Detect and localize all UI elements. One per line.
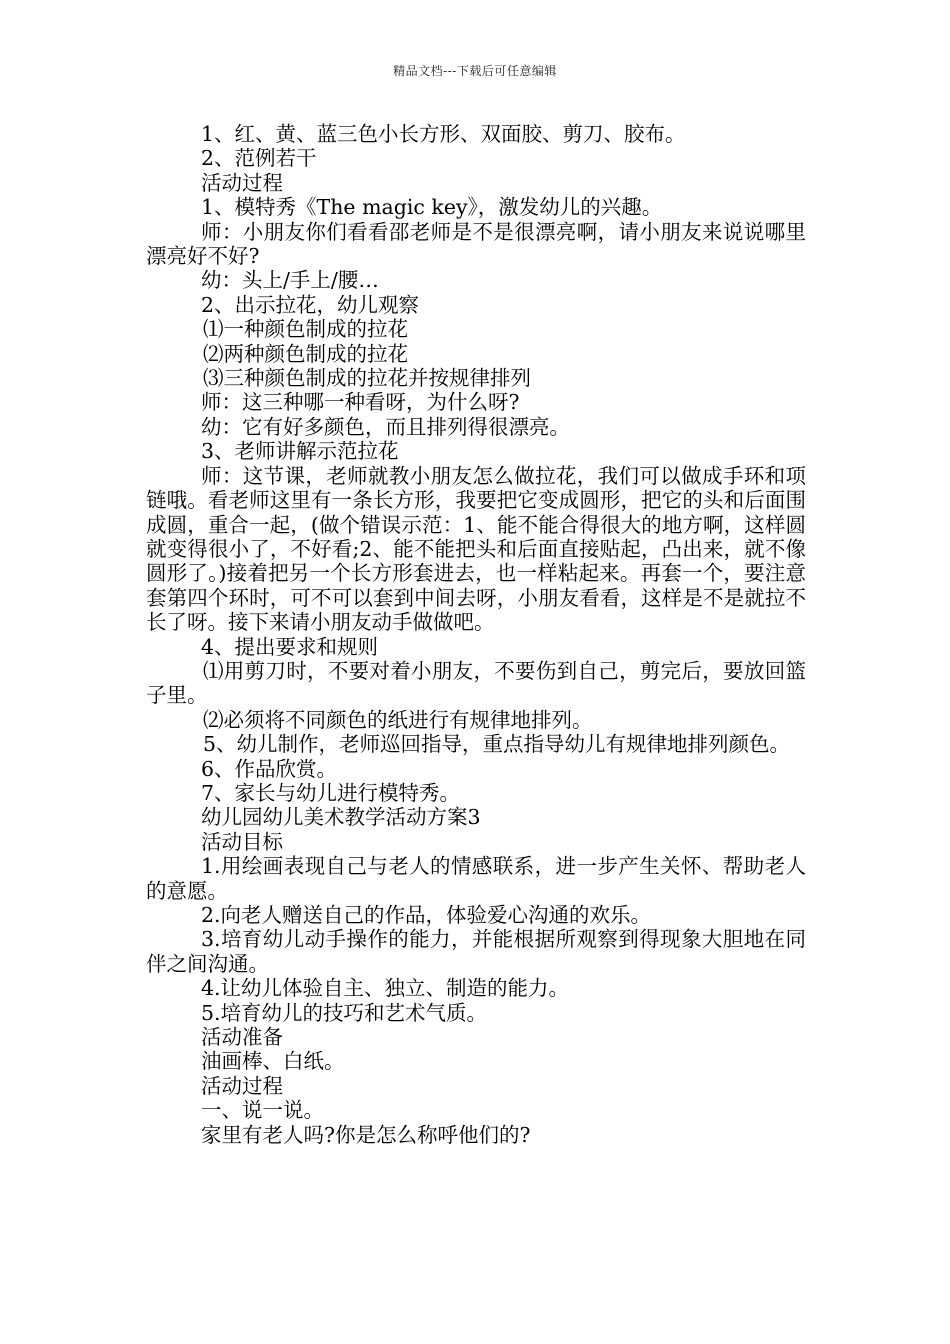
- paragraph: 师：这节课，老师就教小朋友怎么做拉花，我们可以做成手环和项链哦。看老师这里有一条长方形，我要把它变成圆形，把它的头和后面围成圆，重合一起，(做个错误示范：1、能不能合得很大的地方啊，这样圆就变得很小了，不好看;2、能不能把头和后面直接贴起，凸出来，就不像圆形了。)接着把另一个长方形套进去，也一样粘起来。再套一个，要注意套第四个环时，可不可以套到中间去呀，小朋友看看，这样是不是就拉不长了呀。接下来请小朋友动手做做吧。: [146, 463, 806, 635]
- paragraph: 2、范例若干: [201, 146, 317, 171]
- paragraph: 5、幼儿制作，老师巡回指导，重点指导幼儿有规律地排列颜色。: [203, 732, 791, 757]
- paragraph: ⑴一种颜色制成的拉花: [203, 317, 408, 342]
- paragraph: ⑵两种颜色制成的拉花: [203, 341, 408, 366]
- document-body: [146, 122, 806, 1147]
- paragraph: 活动过程: [201, 170, 283, 195]
- paragraph: 4、提出要求和规则: [201, 634, 379, 659]
- paragraph: 活动准备: [201, 1025, 283, 1050]
- paragraph: 2、出示拉花，幼儿观察: [201, 292, 420, 317]
- paragraph: ⑵必须将不同颜色的纸进行有规律地排列。: [203, 707, 593, 732]
- paragraph: ⑴用剪刀时，不要对着小朋友，不要伤到自己，剪完后，要放回篮子里。: [146, 658, 806, 708]
- paragraph: 3、老师讲解示范拉花: [201, 439, 399, 464]
- section-title: 幼儿园幼儿美术教学活动方案3: [201, 805, 481, 830]
- paragraph: 3.培育幼儿动手操作的能力，并能根据所观察到得现象大胆地在同伴之间沟通。: [146, 927, 806, 976]
- paragraph: 5.培育幼儿的技巧和艺术气质。: [201, 1000, 488, 1025]
- paragraph: 幼：它有好多颜色，而且排列得很漂亮。: [201, 414, 570, 439]
- paragraph: 1、模特秀《The magic key》，激发幼儿的兴趣。: [201, 195, 663, 220]
- paragraph: 活动目标: [201, 829, 283, 854]
- paragraph: 4.让幼儿体验自主、独立、制造的能力。: [201, 976, 570, 1001]
- page-header: 精品文档---下载后可任意编辑: [393, 64, 557, 78]
- paragraph: 师：小朋友你们看看邵老师是不是很漂亮啊，请小朋友来说说哪里漂亮好不好?: [146, 219, 806, 269]
- paragraph: 师：这三种哪一种看呀，为什么呀?: [201, 390, 520, 415]
- paragraph: 7、家长与幼儿进行模特秀。: [201, 780, 461, 805]
- paragraph: 1、红、黄、蓝三色小长方形、双面胶、剪刀、胶布。: [201, 122, 686, 146]
- paragraph: 家里有老人吗?你是怎么称呼他们的?: [201, 1122, 531, 1147]
- paragraph: 幼：头上/手上/腰…: [201, 268, 379, 293]
- paragraph: 2.向老人赠送自己的作品，体验爱心沟通的欢乐。: [201, 903, 652, 927]
- paragraph: 6、作品欣赏。: [201, 756, 338, 781]
- paragraph: 活动过程: [201, 1073, 283, 1098]
- paragraph: 油画棒、白纸。: [201, 1049, 345, 1074]
- paragraph: 1.用绘画表现自己与老人的情感联系，进一步产生关怀、帮助老人的意愿。: [146, 854, 806, 903]
- paragraph: ⑶三种颜色制成的拉花并按规律排列: [203, 366, 531, 391]
- paragraph: 一、说一说。: [201, 1098, 324, 1123]
